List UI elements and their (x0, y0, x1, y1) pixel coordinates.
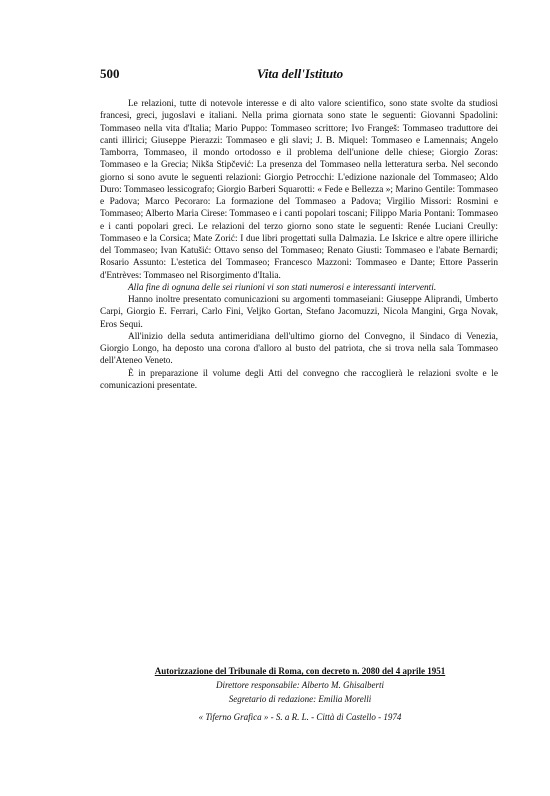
paragraph-interventions: Alla fine di ognuna delle sei riunioni vi son stati numerosi e interessanti interventi. (128, 282, 437, 293)
printer-line: « Tiferno Grafica » - S. a R. L. - Città di Castello - 1974 (198, 712, 402, 722)
paragraph-communications: Hanno inoltre presentato comunicazioni su argomenti tommaseiani: Giuseppe Aliprandi, Umberto Carpi, Giorgio E. Ferrari, Carlo Fini, Veljko Gortan, Stefano Jacomuzzi, Nicola Mangini, Grga Novak, Eros Sequi. (100, 295, 498, 330)
paragraph-reports: Le relazioni, tutte di notevole interesse e di alto valore scientifico, sono state svolte da studiosi francesi, greci, jugoslavi e italiani. Nella prima giornata sono state le seguenti: Giovanni Spadolini: Tommaseo nella vita d'Italia; Mario Puppo: Tommaseo scrittore; Ivo Frangeš: Tommaseo traduttore dei canti illirici; Giuseppe Pierazzi: Tommaseo e gli slavi; J. B. Miquel: Tommaseo e Lamennais; Angelo Tamborra, Tommaseo, il mondo ortodosso e il problema dell'unione delle chiese; Giorgio Zoras: Tommaseo e la Grecia; Nikša Stipčević: La presenza del Tommaseo nella letteratura serba. Nel secondo giorno si sono avute le seguenti relazioni: Giorgio Petrocchi: L'edizione nazionale del Tommaseo; Aldo Duro: Tommaseo lessicografo; Giorgio Barberi Squarotti: « Fede e Bellezza »; Marino Gentile: Tommaseo e Padova; Marco Pecoraro: La formazione del Tommaseo a Padova; Virgilio Missori: Rosmini e Tommaseo; Alberto Maria Cirese: Tommaseo e i canti popolari toscani; Filippo Maria Pontani: Tommaseo e i canti popolari greci. Le relazioni del terzo giorno sono state le seguenti: Renée Luciani Creully: Tommaseo e la Corsica; Mate Zorić: I due libri progettati sulla Dalmazia. Le Iskrice e altre opere illiriche del Tommaseo; Ivan Katušić: Ottavo senso del Tommaseo; Renato Giusti: Tommaseo e l'abate Bernardi; Rosario Assunto: L'estetica del Tommaseo; Francesco Mazzoni: Tommaseo e Dante; Ettore Passerin d'Entrèves: Tommaseo nel Risorgimento d'Italia. (100, 99, 498, 281)
colophon (100, 664, 500, 724)
authorization-line: Autorizzazione del Tribunale di Roma, con decreto n. 2080 del 4 aprile 1951 (154, 666, 446, 676)
director-line: Direttore responsabile: Alberto M. Ghisalberti (215, 680, 385, 690)
running-title: Vita dell'Istituto (256, 66, 344, 81)
page-header (100, 66, 500, 84)
paragraph-wreath: All'inizio della seduta antimeridiana dell'ultimo giorno del Convegno, il Sindaco di Venezia, Giorgio Longo, ha deposto una corona d'alloro al busto del patriota, che si trova nella sala Tommaseo dell'Ateneo Veneto. (100, 331, 498, 367)
article-body (100, 98, 498, 392)
secretary-line: Segretario di redazione: Emilia Morelli (228, 694, 372, 704)
page-number: 500 (100, 66, 120, 81)
paragraph-proceedings: È in preparazione il volume degli Atti del convegno che raccoglierà le relazioni svolte e le comunicazioni presentate. (100, 368, 498, 391)
